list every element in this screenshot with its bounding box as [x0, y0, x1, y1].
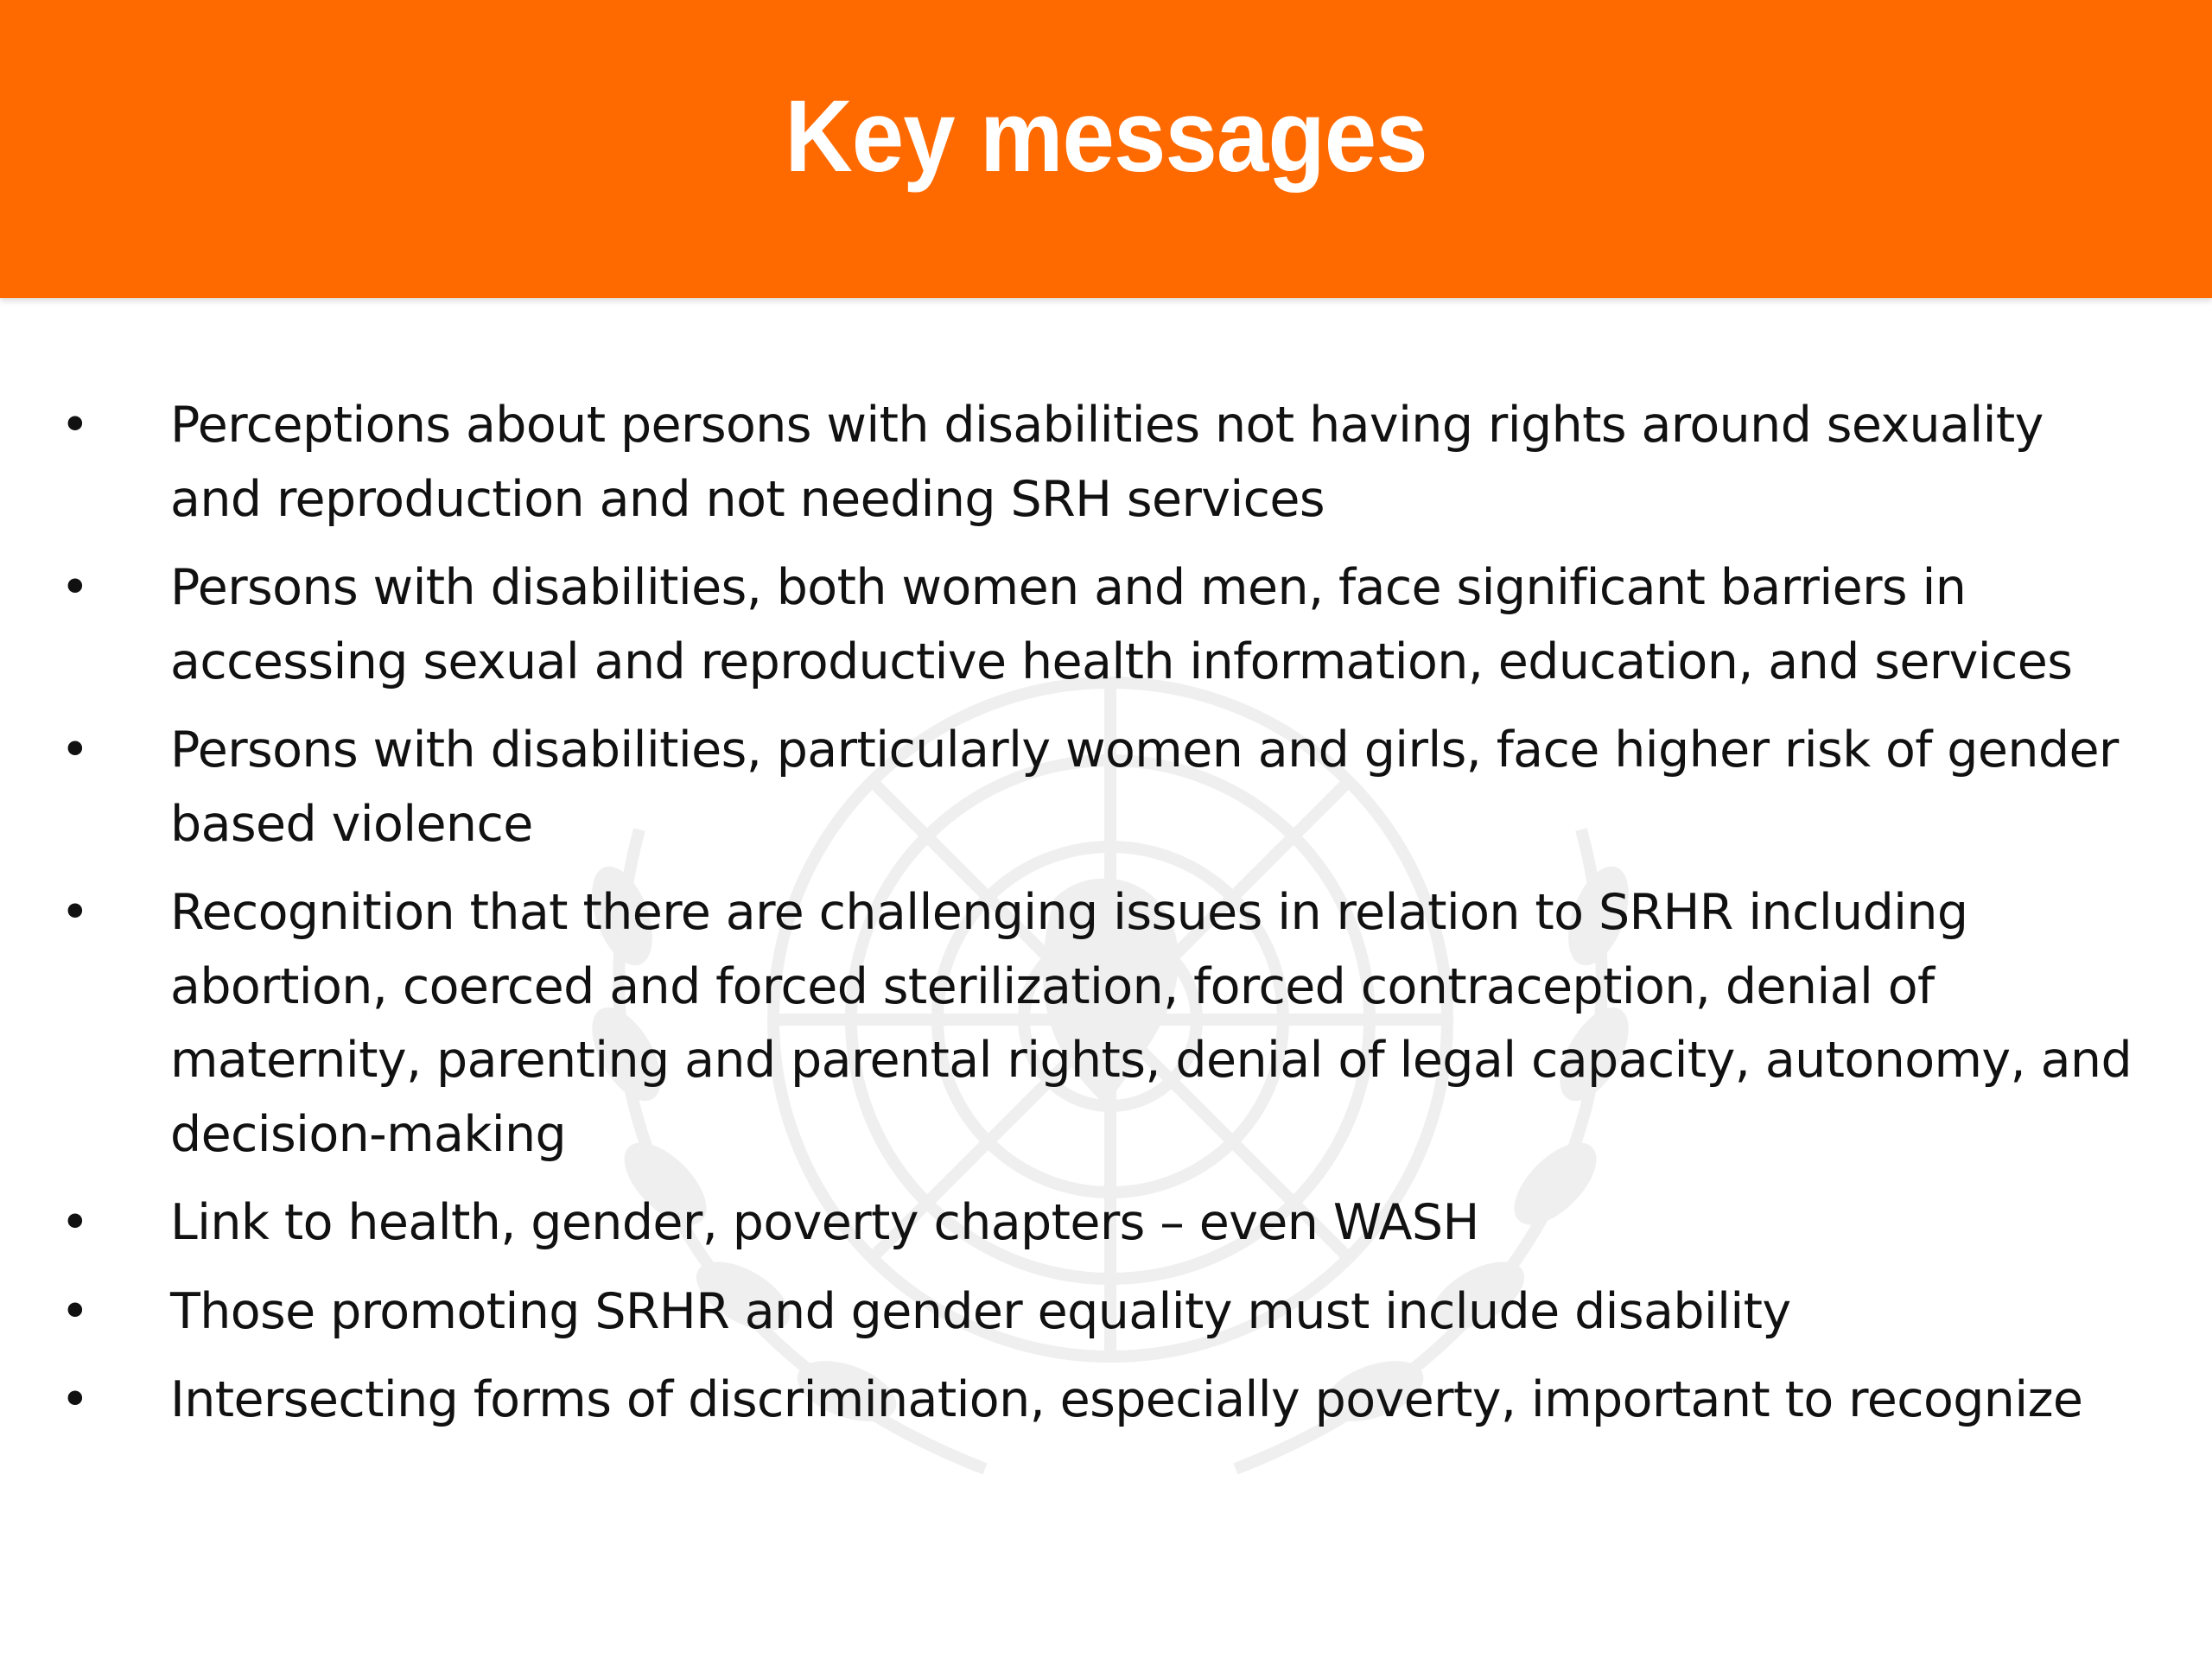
bullet-text: Persons with disabilities, particularly women and girls, face higher risk of gender based violence	[170, 721, 2119, 853]
title-bar	[0, 0, 2212, 298]
bullet-marker: •	[60, 721, 90, 779]
bullet-text: Those promoting SRHR and gender equality must include disability	[170, 1282, 1791, 1340]
slide-title: Key messages	[785, 79, 1427, 194]
bullet-text: Link to health, gender, poverty chapters – even WASH	[170, 1194, 1479, 1251]
list-item	[0, 1275, 2212, 1350]
bullet-marker: •	[60, 1282, 90, 1340]
bullet-marker: •	[60, 559, 90, 616]
bullet-text: Intersecting forms of discrimination, especially poverty, important to recognize	[170, 1371, 2083, 1428]
list-item	[0, 389, 2212, 537]
bullet-marker: •	[60, 397, 90, 454]
bullet-text: Perceptions about persons with disabilities not having rights around sexuality and reproduction and not needing SRH services	[170, 397, 2044, 528]
bullet-text: Persons with disabilities, both women and men, face significant barriers in accessing sexual and reproductive health information, education, and services	[170, 559, 2073, 690]
list-item	[0, 1186, 2212, 1261]
bullet-marker: •	[60, 1371, 90, 1428]
list-item	[0, 714, 2212, 861]
list-item	[0, 551, 2212, 699]
list-item	[0, 1363, 2212, 1438]
bullet-marker: •	[60, 1194, 90, 1251]
key-messages-list	[0, 389, 2212, 1452]
bullet-marker: •	[60, 884, 90, 941]
list-item	[0, 876, 2212, 1172]
bullet-text: Recognition that there are challenging issues in relation to SRHR including abortion, coerced and forced sterilization, forced contraception, denial of maternity, parenting and parental rights, denial of legal capacity, autonomy, and decision-making	[170, 884, 2133, 1163]
